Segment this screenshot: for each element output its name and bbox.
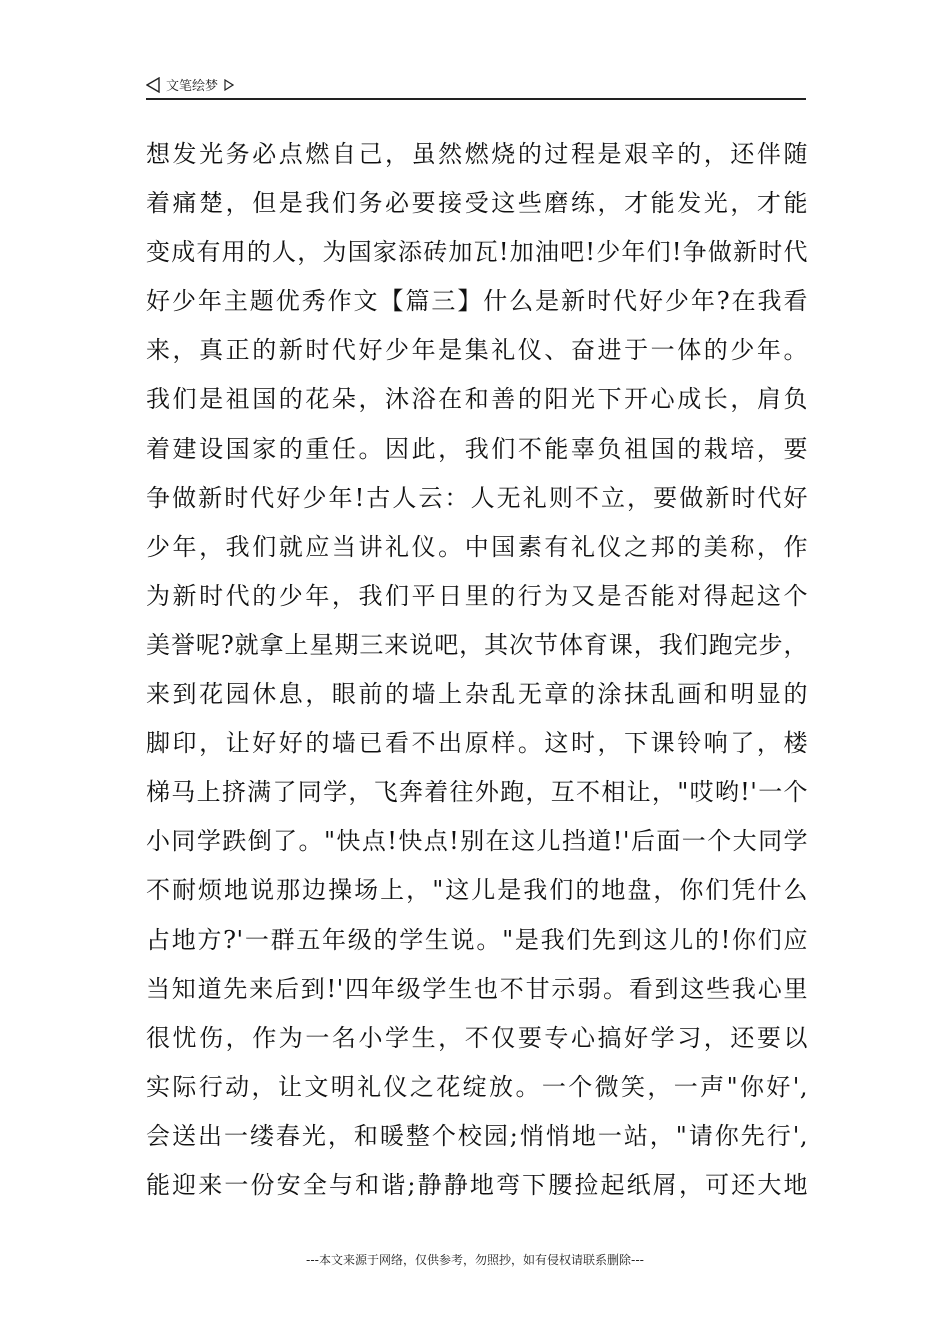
page-footer-disclaimer: ---本文来源于网络，仅供参考，勿照抄，如有侵权请联系删除--- bbox=[306, 1253, 644, 1267]
text-line: 小同学跌倒了。"快点!快点!别在这儿挡道!'后面一个大同学 bbox=[146, 827, 808, 856]
text-line: 来到花园休息，眼前的墙上杂乱无章的涂抹乱画和明显的 bbox=[146, 680, 808, 709]
text-line: 变成有用的人，为国家添砖加瓦!加油吧!少年们!争做新时代 bbox=[146, 238, 808, 267]
text-line: 着痛楚，但是我们务必要接受这些磨练，才能发光，才能 bbox=[146, 189, 808, 218]
text-line: 为新时代的少年，我们平日里的行为又是否能对得起这个 bbox=[146, 581, 808, 610]
text-line: 很忧伤，作为一名小学生，不仅要专心搞好学习，还要以 bbox=[146, 1023, 808, 1052]
text-line: 当知道先来后到!'四年级学生也不甘示弱。看到这些我心里 bbox=[146, 974, 808, 1003]
header-brand-label: 文笔绘梦 bbox=[166, 79, 219, 94]
text-line: 能迎来一份安全与和谐;静静地弯下腰捡起纸屑，可还大地 bbox=[146, 1170, 808, 1199]
text-line: 美誉呢?就拿上星期三来说吧，其次节体育课，我们跑完步， bbox=[146, 630, 808, 659]
article-body bbox=[146, 130, 808, 1210]
text-line: 实际行动，让文明礼仪之花绽放。一个微笑，一声"你好', bbox=[146, 1072, 808, 1101]
text-line: 来，真正的新时代好少年是集礼仪、奋进于一体的少年。 bbox=[146, 336, 808, 365]
text-line: 好少年主题优秀作文【篇三】什么是新时代好少年?在我看 bbox=[146, 287, 808, 316]
triangle-left-icon bbox=[146, 77, 160, 93]
text-line: 少年，我们就应当讲礼仪。中国素有礼仪之邦的美称，作 bbox=[146, 532, 808, 561]
triangle-right-icon bbox=[224, 79, 234, 91]
text-line: 脚印，让好好的墙已看不出原样。这时，下课铃响了，楼 bbox=[146, 729, 808, 758]
text-line: 梯马上挤满了同学，飞奔着往外跑，互不相让，"哎哟!'一个 bbox=[146, 778, 808, 807]
text-line: 不耐烦地说那边操场上，"这儿是我们的地盘，你们凭什么 bbox=[146, 876, 808, 905]
text-line: 想发光务必点燃自己，虽然燃烧的过程是艰辛的，还伴随 bbox=[146, 140, 808, 168]
text-line: 我们是祖国的花朵，沐浴在和善的阳光下开心成长，肩负 bbox=[146, 385, 808, 414]
header-brand bbox=[146, 75, 234, 94]
text-line: 会送出一缕春光，和暖整个校园;悄悄地一站，"请你先行', bbox=[146, 1121, 808, 1150]
text-line: 占地方?'一群五年级的学生说。"是我们先到这儿的!你们应 bbox=[146, 925, 808, 954]
page-header bbox=[146, 72, 806, 100]
text-line: 着建设国家的重任。因此，我们不能辜负祖国的栽培，要 bbox=[146, 434, 808, 463]
text-line: 争做新时代好少年!古人云：人无礼则不立，要做新时代好 bbox=[146, 483, 808, 512]
